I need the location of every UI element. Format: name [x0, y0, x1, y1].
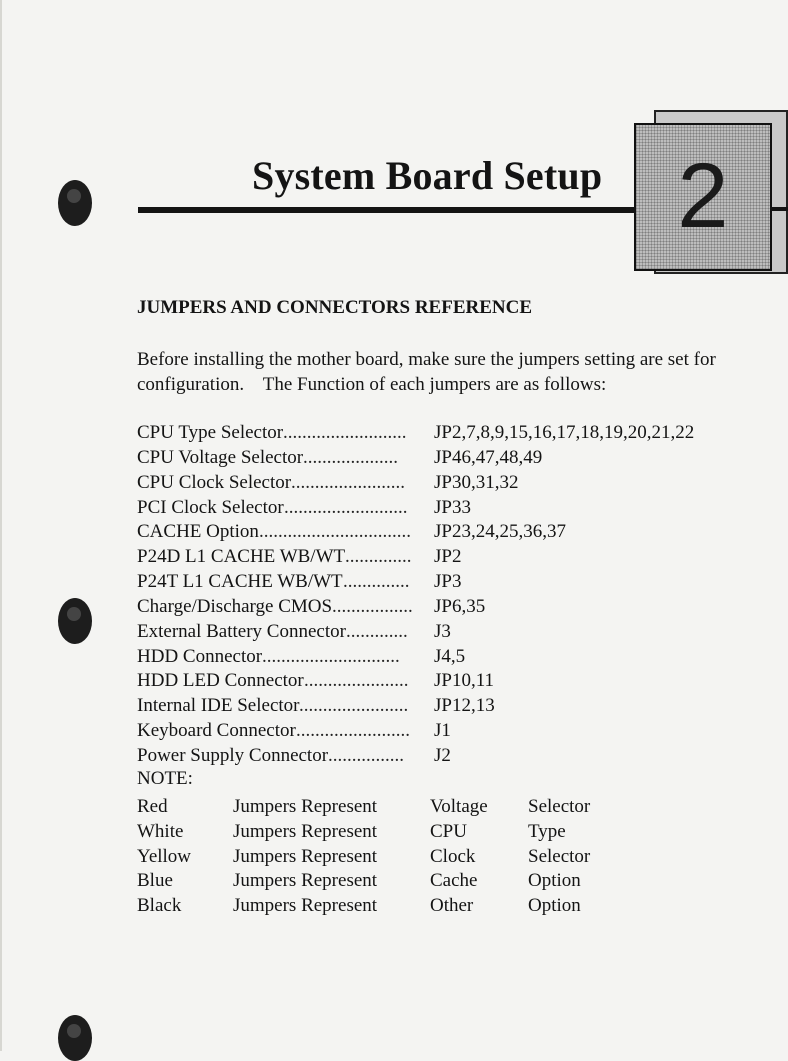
- chapter-number: 2: [677, 145, 729, 247]
- jumper-represent: Jumpers Represent: [233, 895, 378, 917]
- jumper-item: CPU: [430, 820, 467, 842]
- reference-name: Internal IDE Selector: [137, 695, 300, 717]
- reference-value: J3: [434, 620, 451, 642]
- jumper-kind: Option: [528, 895, 581, 917]
- jumper-represent: Jumpers Represent: [233, 796, 378, 817]
- jumper-item: Cache: [430, 870, 478, 892]
- reference-row: [137, 719, 788, 744]
- reference-leader-dots: ....................: [303, 446, 398, 468]
- reference-leader-dots: .............................: [262, 645, 400, 667]
- reference-value: JP23,24,25,36,37: [434, 521, 566, 543]
- reference-leader-dots: ..............: [343, 571, 410, 593]
- page-title: System Board Setup: [252, 153, 603, 198]
- reference-list: [137, 421, 788, 769]
- reference-name: CPU Voltage Selector: [137, 446, 304, 468]
- reference-value: JP2,7,8,9,15,16,17,18,19,20,21,22: [434, 422, 695, 443]
- reference-value: JP10,11: [434, 670, 495, 692]
- reference-name: CPU Type Selector: [137, 422, 284, 443]
- jumper-represent: Jumpers Represent: [233, 845, 378, 867]
- reference-value: J1: [434, 720, 451, 742]
- reference-name: CACHE Option: [137, 521, 259, 543]
- jumper-represent: Jumpers Represent: [233, 870, 378, 892]
- reference-leader-dots: ................: [328, 744, 404, 766]
- reference-leader-dots: ................................: [259, 521, 411, 543]
- reference-leader-dots: ..........................: [283, 422, 407, 443]
- reference-row: [137, 595, 788, 620]
- reference-leader-dots: ..........................: [284, 496, 408, 518]
- title-rule-extension: [770, 207, 788, 211]
- reference-name: PCI Clock Selector: [137, 496, 284, 518]
- reference-value: JP6,35: [434, 595, 486, 617]
- jumper-item: Voltage: [430, 796, 488, 817]
- reference-leader-dots: .......................: [299, 695, 409, 717]
- reference-leader-dots: ......................: [304, 670, 409, 692]
- note-label: NOTE:: [137, 768, 193, 789]
- reference-row: [137, 545, 788, 570]
- punch-hole-bottom: [58, 1015, 92, 1061]
- title-rule: [138, 207, 636, 213]
- reference-row: [137, 744, 788, 769]
- jumper-kind: Selector: [528, 845, 591, 867]
- reference-row: [137, 446, 788, 471]
- jumper-color: Blue: [137, 870, 173, 892]
- jumper-represent: Jumpers Represent: [233, 820, 378, 842]
- reference-leader-dots: ........................: [296, 720, 410, 742]
- reference-row: [137, 694, 788, 719]
- reference-row: [137, 520, 788, 545]
- reference-leader-dots: ..............: [345, 546, 412, 568]
- reference-value: JP12,13: [434, 695, 495, 717]
- jumper-color: Yellow: [137, 845, 192, 867]
- jumper-kind: Selector: [528, 796, 591, 817]
- jumper-item: Other: [430, 895, 474, 917]
- reference-value: J2: [434, 744, 451, 766]
- page-edge: [0, 0, 2, 1051]
- jumper-color: Black: [137, 895, 182, 917]
- jumper-color: White: [137, 820, 184, 842]
- reference-value: JP30,31,32: [434, 471, 519, 493]
- jumper-item: Clock: [430, 845, 476, 867]
- reference-value: JP33: [434, 496, 471, 518]
- reference-name: P24D L1 CACHE WB/WT: [137, 546, 346, 568]
- reference-row: [137, 496, 788, 521]
- reference-value: JP2: [434, 546, 462, 568]
- reference-name: Power Supply Connector: [137, 744, 329, 766]
- reference-value: J4,5: [434, 645, 466, 667]
- section-heading: JUMPERS AND CONNECTORS REFERENCE: [137, 297, 533, 318]
- reference-name: Keyboard Connector: [137, 720, 296, 742]
- reference-name: External Battery Connector: [137, 620, 346, 642]
- reference-row: [137, 645, 788, 670]
- punch-hole-middle: [58, 598, 92, 644]
- reference-row: [137, 421, 788, 446]
- jumper-color: Red: [137, 796, 168, 817]
- reference-leader-dots: .............: [346, 620, 408, 642]
- intro-paragraph: [137, 347, 788, 397]
- reference-leader-dots: ........................: [291, 471, 405, 493]
- reference-name: HDD LED Connector: [137, 670, 304, 692]
- reference-row: [137, 471, 788, 496]
- reference-name: HDD Connector: [137, 645, 263, 667]
- reference-leader-dots: .................: [332, 595, 413, 617]
- reference-value: JP46,47,48,49: [434, 446, 543, 468]
- reference-name: Charge/Discharge CMOS: [137, 595, 333, 617]
- punch-hole-top: [58, 180, 92, 226]
- reference-row: [137, 570, 788, 595]
- intro-line-2: configuration. The Function of each jumpers are as follows:: [137, 374, 607, 395]
- reference-name: P24T L1 CACHE WB/WT: [137, 571, 343, 593]
- reference-row: [137, 669, 788, 694]
- reference-row: [137, 620, 788, 645]
- reference-value: JP3: [434, 571, 462, 593]
- chapter-tab: [634, 123, 772, 271]
- jumper-kind: Option: [528, 870, 581, 892]
- intro-line-1: Before installing the mother board, make sure the jumpers setting are set for: [137, 349, 716, 370]
- reference-name: CPU Clock Selector: [137, 471, 292, 493]
- jumper-kind: Type: [528, 820, 566, 842]
